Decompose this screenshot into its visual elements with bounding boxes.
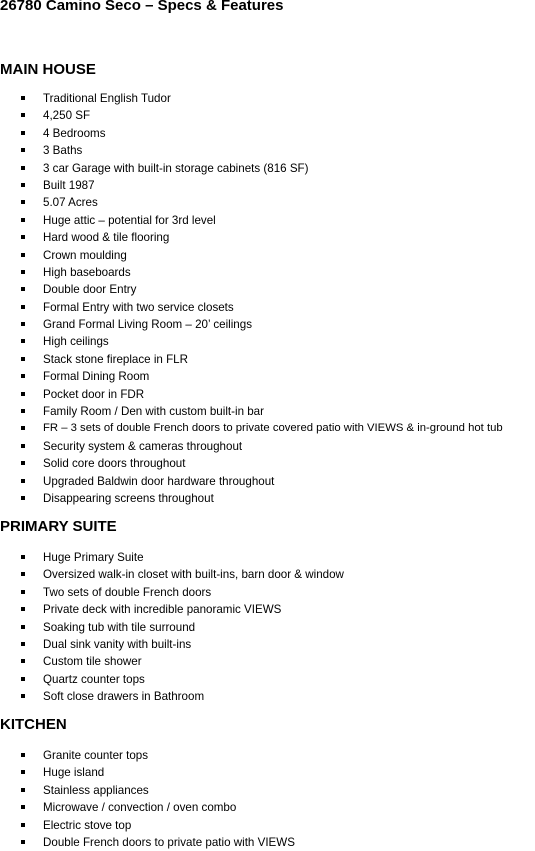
bullet-icon: [21, 840, 25, 844]
list-item: Double French doors to private patio with VIEWS: [0, 834, 535, 851]
list-item: Electric stove top: [0, 817, 535, 834]
bullet-icon: [21, 374, 25, 378]
bullet-icon: [21, 753, 25, 757]
bullet-icon: [21, 805, 25, 809]
list-item: Grand Formal Living Room – 20’ ceilings: [0, 316, 535, 333]
list-item: 4 Bedrooms: [0, 125, 535, 142]
list-item: 3 Baths: [0, 142, 535, 159]
list-item: Formal Entry with two service closets: [0, 299, 535, 316]
list-item: High baseboards: [0, 264, 535, 281]
list-item: Security system & cameras throughout: [0, 438, 535, 455]
bullet-icon: [21, 131, 25, 135]
bullet-icon: [21, 770, 25, 774]
bullet-icon: [21, 392, 25, 396]
bullet-icon: [21, 461, 25, 465]
list-item: Upgraded Baldwin door hardware throughout: [0, 473, 535, 490]
bullet-icon: [21, 148, 25, 152]
list-item: Soft close drawers in Bathroom: [0, 688, 535, 705]
kitchen-list: [0, 747, 535, 851]
list-item: Stainless appliances: [0, 782, 535, 799]
bullet-icon: [21, 183, 25, 187]
section-heading-kitchen: KITCHEN: [0, 716, 67, 733]
bullet-icon: [21, 287, 25, 291]
list-item: Disappearing screens throughout: [0, 490, 535, 507]
bullet-icon: [21, 235, 25, 239]
list-item: Double door Entry: [0, 281, 535, 298]
list-item: Stack stone fireplace in FLR: [0, 351, 535, 368]
list-item: Granite counter tops: [0, 747, 535, 764]
list-item: Custom tile shower: [0, 653, 535, 670]
list-item: Pocket door in FDR: [0, 386, 535, 403]
bullet-icon: [21, 113, 25, 117]
section-heading-primary-suite: PRIMARY SUITE: [0, 518, 117, 535]
bullet-icon: [21, 444, 25, 448]
list-item: High ceilings: [0, 333, 535, 350]
list-item: Crown moulding: [0, 247, 535, 264]
list-item: Huge island: [0, 764, 535, 781]
list-item: Soaking tub with tile surround: [0, 619, 535, 636]
bullet-icon: [21, 426, 25, 430]
bullet-icon: [21, 166, 25, 170]
section-heading-main-house: MAIN HOUSE: [0, 61, 96, 78]
document-title: 26780 Camino Seco – Specs & Features: [0, 0, 284, 14]
bullet-icon: [21, 270, 25, 274]
bullet-icon: [21, 625, 25, 629]
list-item: Huge Primary Suite: [0, 549, 535, 566]
list-item: Private deck with incredible panoramic VIEWS: [0, 601, 535, 618]
list-item: Microwave / convection / oven combo: [0, 799, 535, 816]
bullet-icon: [21, 642, 25, 646]
list-item: 3 car Garage with built-in storage cabinets (816 SF): [0, 160, 535, 177]
list-item: FR – 3 sets of double French doors to private covered patio with VIEWS & in-ground hot tub: [0, 420, 535, 437]
bullet-icon: [21, 96, 25, 100]
list-item: Built 1987: [0, 177, 535, 194]
bullet-icon: [21, 823, 25, 827]
bullet-icon: [21, 659, 25, 663]
list-item: Dual sink vanity with built-ins: [0, 636, 535, 653]
bullet-icon: [21, 357, 25, 361]
list-item: Two sets of double French doors: [0, 584, 535, 601]
bullet-icon: [21, 590, 25, 594]
bullet-icon: [21, 677, 25, 681]
list-item: Formal Dining Room: [0, 368, 535, 385]
bullet-icon: [21, 572, 25, 576]
bullet-icon: [21, 694, 25, 698]
bullet-icon: [21, 253, 25, 257]
list-item: 4,250 SF: [0, 107, 535, 124]
main-house-list: [0, 90, 535, 507]
list-item: Family Room / Den with custom built-in bar: [0, 403, 535, 420]
bullet-icon: [21, 339, 25, 343]
list-item: Hard wood & tile flooring: [0, 229, 535, 246]
bullet-icon: [21, 555, 25, 559]
bullet-icon: [21, 322, 25, 326]
list-item: Solid core doors throughout: [0, 455, 535, 472]
bullet-icon: [21, 218, 25, 222]
bullet-icon: [21, 788, 25, 792]
bullet-icon: [21, 607, 25, 611]
bullet-icon: [21, 409, 25, 413]
bullet-icon: [21, 496, 25, 500]
bullet-icon: [21, 479, 25, 483]
list-item: Oversized walk-in closet with built-ins, barn door & window: [0, 566, 535, 583]
list-item: Quartz counter tops: [0, 671, 535, 688]
primary-suite-list: [0, 549, 535, 706]
list-item: Traditional English Tudor: [0, 90, 535, 107]
list-item: Huge attic – potential for 3rd level: [0, 212, 535, 229]
bullet-icon: [21, 305, 25, 309]
bullet-icon: [21, 200, 25, 204]
list-item: 5.07 Acres: [0, 194, 535, 211]
